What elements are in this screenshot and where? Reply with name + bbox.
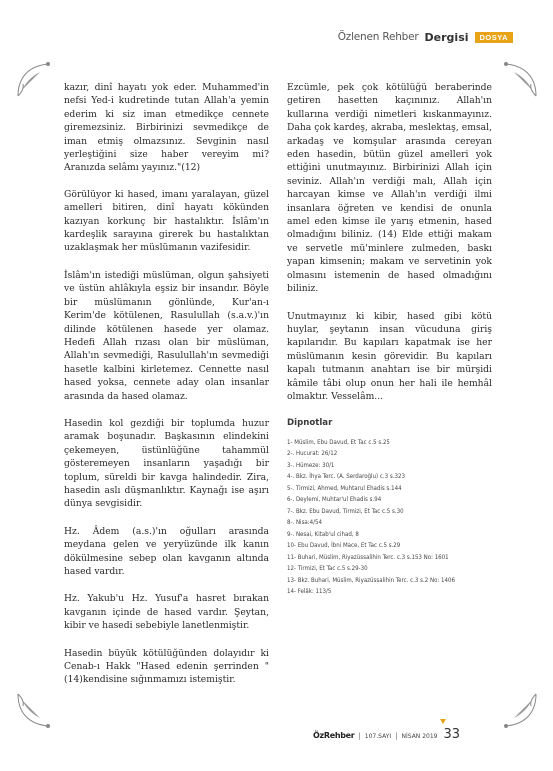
footnotes-list [287, 437, 492, 598]
paragraph: Ezcümle, pek çok kötülüğü beraberinde getiren hasetten kaçınınız. Allah'ın kullarına verdiği nimetleri kıskanmayınız. Daha çok kardeş, akraba, meslektaş, emsal, arkadaş ve komşular arasında cereyan eden hasedin, bütün güzel amelleri yok ettiğini unutmayınız. Birbirinizi Allah için seviniz. Allah'ın verdiği malı, Allah için harcayan kimse ve Allah'ın verdiği ilmi insanlara öğreten ve kendisi de onunla amel eden kimse ile yarış etmenin, hased olmadığını biliniz. (14) Elde ettiği makam ve servetle mü'minlere zulmeden, baskı yapan kimsenin; makam ve servetinin yok olmasını istemenin de hased olmadığını biliniz. [287, 82, 492, 295]
ornament-bottom-left-icon [14, 690, 54, 730]
ornament-bottom-right-icon [500, 690, 540, 730]
paragraph: Hasedin kol gezdiği bir toplumda huzur aramak boşunadır. Başkasının elindekini çekemeyen, üstünlüğüne tahammül gösteremeyen insanların yaşadığı bir toplum, süreldi bir kavga halindedir. Zira, hasedin aslı düşmanlıktır. Kaynağı ise aşırı dünya sevgisidir. [64, 417, 269, 510]
footnote: 11- Buhari, Müslim, Riyazüssalihin Terc. c.3 s.153 No: 1601 [287, 553, 449, 561]
running-header [338, 30, 513, 44]
footnote: 4-. Bkz. İhya Terc. (A. Serdaroğlu) c.3 s.323 [287, 473, 405, 481]
footnotes-title: Dipnotlar [287, 418, 333, 429]
page-number-text: 33 [443, 727, 461, 742]
magazine-name-bold: Dergisi [424, 30, 469, 44]
paragraph: Unutmayınız ki kibir, hased gibi kötü huylar, şeytanın insan vücuduna giriş kapılarıdır. Bu kapıları kapatmak ise her müslümanın kesin görevidir. Bu kapıları kapalı tutmanın anahtarı ise bir mürşidi kâmile tâbi olup onun her hali ile hemhâl olmaktır. Vesselâm... [287, 310, 492, 402]
page-number [443, 727, 460, 742]
footer-issue: 107.SAYI [364, 733, 392, 740]
footnote: 8-. Nisa:4/54 [287, 519, 322, 527]
footnote: 14- Felâk: 113/5 [287, 588, 332, 596]
left-column [64, 81, 269, 701]
paragraph: kazır, dinî hayatı yok eder. Muhammed'in nefsi Yed-i kudretinde tutan Allah'a yemin ederim ki siz iman etmedikçe cennete giremezsiniz. Birbirinizi sevmedikçe de iman etmiş olmazsınız. Sevginin nasıl yerleştiğini size haber vereyim mi? Aranızda selâmı yayınız."(12) [64, 82, 269, 174]
paragraph: Hasedin büyük kötülüğünden dolayıdır ki Cenab-ı Hakk "Hased edenin şerrinden "(14)kendisine sığınmamızı istemiştir. [64, 647, 269, 686]
footnote: 3-. Hümeze: 30/1 [287, 461, 335, 469]
section-tag: DOSYA [475, 32, 513, 43]
footnote: 1- Müslim, Ebu Davud, Et Tac c.5 s.25 [287, 438, 390, 446]
page-footer [313, 727, 460, 742]
paragraph: Hz. Âdem (a.s.)'ın oğulları arasında meydana gelen ve yeryüzünde ilk kanın dökülmesine sebep olan kavganın altında hased vardır. [64, 525, 269, 577]
ornament-top-left-icon [14, 60, 54, 100]
ornament-top-right-icon [500, 60, 540, 100]
magazine-name: Özlenen Rehber [337, 31, 419, 43]
page-marker-icon [440, 719, 446, 724]
paragraph: İslâm'ın istediği müslüman, olgun şahsiyeti ve üstün ahlâkıyla eşsiz bir insandır. Böyle bir müslümanın gönlünde, Kur'an-ı Kerim'de kötülenen, Rasulullah (s.a.v.)'ın dilinde kötülenen hasede yer olamaz. Hedefi Allah rızası olan bir müslüman, Allah'ın sevmediği, Rasulullah'ın sevmediği hasetle kalbini kirletemez. Cennette nasıl hased yoksa, cennete aday olan insanlar arasında da hased olamaz. [64, 269, 269, 402]
paragraph: Görülüyor ki hased, imanı yaralayan, güzel amelleri bitiren, dinî hayatı kökünden kazıyan korkunç bir hastalıktır. İslâm'ın kardeşlik sarayına girerek bu hastalıktan uzaklaşmak her müslümanın vazifesidir. [64, 188, 269, 254]
right-column [287, 81, 492, 598]
footnote: 7-. Bkz. Ebu Davud, Tirmizi, Et Tac c.5 s.30 [287, 507, 404, 515]
footnote: 9-. Nesai, Kitab'ul cihad, 8 [287, 530, 359, 538]
footnote: 12- Tirmizi, Et Tac c.5 s.29-30 [287, 565, 368, 573]
paragraph: Hz. Yakub'u Hz. Yusuf'a hasret bırakan kavganın içinde de hased vardır. Şeytan, kibir ve hasedi sebebiyle lanetlenmiştir. [64, 593, 269, 632]
footer-separator: | [395, 732, 398, 740]
footnote: 10- Ebu Davud, İbni Mace, Et Tac c.5 s.29 [287, 542, 401, 550]
footnote: 13- Bkz. Buhari, Müslim, Riyazüssalihin Terc. c.3 s.2 No: 1406 [287, 576, 455, 584]
footer-brand: ÖzRehber [313, 731, 355, 740]
footer-separator: | [358, 732, 361, 740]
footer-date: NİSAN 2019 [401, 733, 438, 740]
footnote: 5-. Tirmizi, Ahmed, Muhtarul Ehadis s.144 [287, 484, 402, 492]
footnote: 2-. Hucurat: 26/12 [287, 450, 338, 458]
footnote: 6-. Deylemi, Muhtar'ul Ehadis s.94 [287, 496, 382, 504]
